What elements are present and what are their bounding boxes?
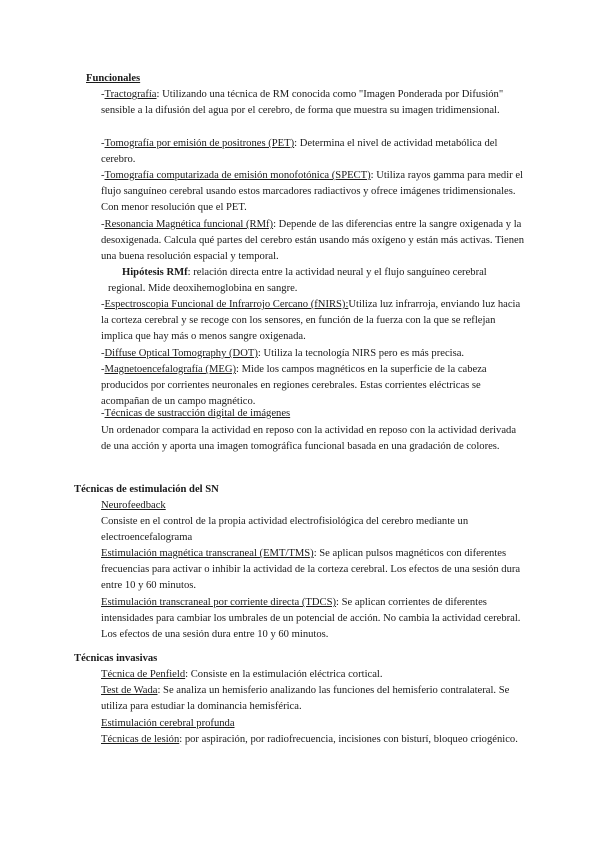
entry-penfield [101,667,527,683]
entry-wada [101,683,527,715]
text-sustraccion: Un ordenador compara la actividad en reposo con la actividad en reposo con la actividad derivada de una acción y aporta una imagen tomográfica funcional basada en una gradación de colores. [101,425,517,453]
dash: - [101,408,105,419]
dash: - [101,219,105,230]
text-dot: : Utiliza la tecnología NIRS pero es más precisa. [257,348,465,359]
funcionales-heading: Funcionales [86,73,141,84]
entry-sustraccion [101,406,527,422]
text-penfield: : Consiste en la estimulación eléctrica cortical. [185,669,383,680]
term-tractografia: Tractografía [104,89,157,100]
text-lesion: : por aspiración, por radiofrecuencia, incisiones con bisturí, bloqueo criogénico. [179,734,518,745]
text-neurofeedback: Consiste en el control de la propia actividad electrofisiológica del cerebro mediante un electroencefalograma [101,516,469,544]
text-rmf: : Depende de las diferencias entre la sangre oxigenada y la desoxigenada. Calcula qué partes del cerebro están usando más oxígeno y están más activas. Tienen una buena resolución espacial y temporal. [101,219,525,263]
text-tractografia: : Utilizando una técnica de RM conocida como "Imagen Ponderada por Difusión" sensible a la difusión del agua por el cerebro, de forma que muestra su imagen tridimensional. [101,89,504,117]
term-meg: Magnetoencefalografía (MEG) [104,364,237,375]
entry-tdcs [101,595,527,644]
entry-spect [101,168,527,217]
entry-tractografia [101,87,527,119]
text-wada: : Se analiza un hemisferio analizando las funciones del hemisferio contralateral. Se utiliza para estudiar la dominancia hemisférica. [101,685,510,713]
hipotesis-rmf [108,265,526,297]
term-wada: Test de Wada [101,685,158,696]
term-spect: Tomografía computarizada de emisión monofotónica (SPECT) [104,170,371,181]
dash: - [101,170,105,181]
text-fnirs: Utiliza luz infrarroja, enviando luz hacia la corteza cerebral y se recoge con los sensores, en función de la fuerza con la que se reflejan implica que hay más o menos sangre oxigenada. [101,299,521,343]
text-tms: : Se aplican pulsos magnéticos con diferentes frecuencias para activar o inhibir la actividad de la corteza cerebral. Los efectos de una sesión dura entre 10 y 60 minutos. [101,548,521,592]
dash: - [101,348,105,359]
term-lesion: Técnicas de lesión [101,734,180,745]
entry-meg [101,362,527,411]
term-dot: Diffuse Optical Tomography (DOT) [104,348,258,359]
term-neurofeedback: Neurofeedback [101,500,166,511]
entry-neurofeedback [101,498,527,514]
term-rmf: Resonancia Magnética funcional (RMf) [104,219,274,230]
text-spect: : Utiliza rayos gamma para medir el flujo sanguíneo cerebral usando estos marcadores radiactivos y ofrece imágenes tridimensionales. Con menor resolución que el PET. [101,170,523,214]
entry-rmf [101,217,527,266]
entry-dbs [101,716,527,732]
entry-tms [101,546,527,595]
dash: - [101,89,105,100]
term-tdcs: Estimulación transcraneal por corriente directa (TDCS) [101,597,337,608]
term-dbs: Estimulación cerebral profunda [101,718,235,729]
term-penfield: Técnica de Penfield [101,669,186,680]
invasivas-heading: Técnicas invasivas [74,653,158,664]
text-tdcs: : Se aplican corrientes de diferentes intensidades para cambiar los umbrales de un potencial de acción. No cambia la actividad cerebral. Los efectos de una sesión dura entre 10 y 60 minutos. [101,597,521,641]
term-sustraccion: Técnicas de sustracción digital de imágenes [104,408,291,419]
entry-fnirs [101,297,527,346]
estimulacion-heading: Técnicas de estimulación del SN [74,484,219,495]
text-pet: : Determina el nivel de actividad metabólica del cerebro. [101,138,498,166]
dash: - [101,299,105,310]
dash: - [101,138,105,149]
term-pet: Tomografía por emisión de positrones (PET) [104,138,295,149]
text-hipotesis: : relación directa entre la actividad neural y el flujo sanguíneo cerebral regional. Mide deoxihemoglobina en sangre. [108,267,487,295]
term-fnirs: Espectroscopia Funcional de Infrarrojo Cercano (fNIRS): [104,299,349,310]
entry-lesion [101,732,527,748]
term-hipotesis: Hipótesis RMf [122,267,188,278]
entry-dot [101,346,527,362]
entry-pet [101,136,527,168]
term-tms: Estimulación magnética transcraneal (EMT/TMS) [101,548,314,559]
text-meg: : Mide los campos magnéticos en la superficie de la cabeza producidos por corrientes neuronales en regiones cerebrales. Estas corrientes eléctricas se acompañan de un campo magnético. [101,364,487,408]
dash: - [101,364,105,375]
